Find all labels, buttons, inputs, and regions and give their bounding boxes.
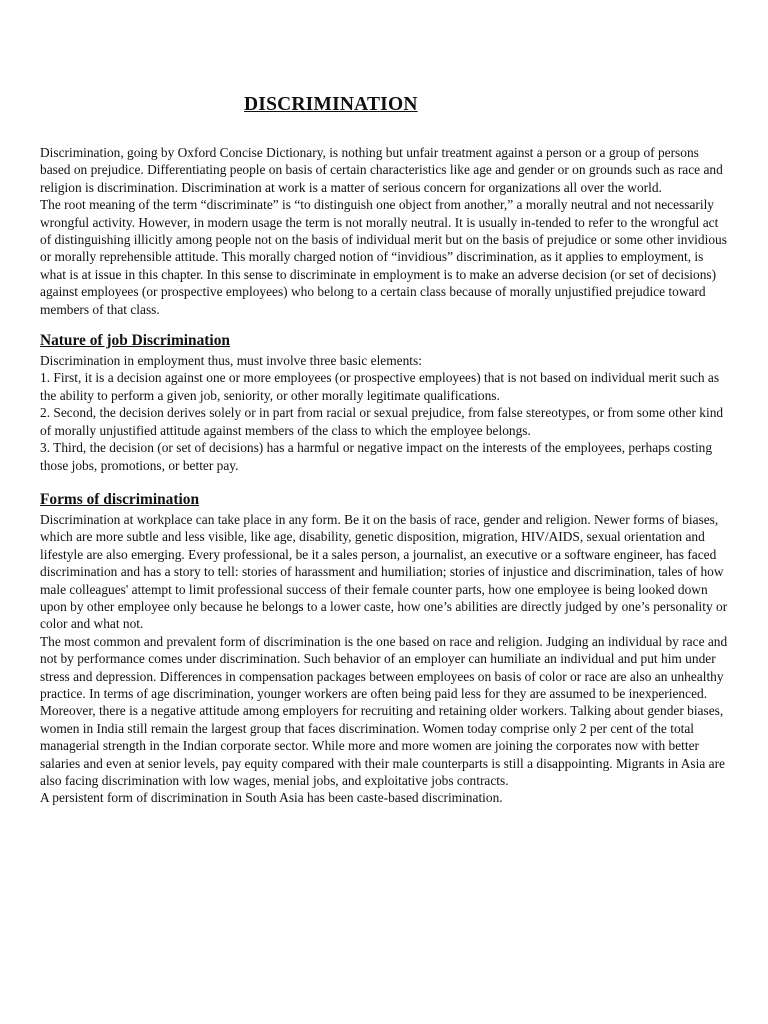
section-paragraph: A persistent form of discrimination in South Asia has been caste-based discrimination. xyxy=(40,790,503,806)
page-title: DISCRIMINATION xyxy=(244,94,418,115)
section-heading-forms: Forms of discrimination xyxy=(40,490,200,508)
document-page xyxy=(40,92,730,807)
section-list-item: 1. First, it is a decision against one or more employees (or prospective employees) that is not based on individual merit such as the ability to perform a given job, seniority, or other morally legitimate qualifications. xyxy=(40,370,720,403)
section-paragraph: Discrimination at workplace can take place in any form. Be it on the basis of race, gender and religion. Newer forms of biases, which are more subtle and less visible, like age, disability, genetic disposition, migration, HIV/AIDS, sexual orientation and lifestyle are also emerging. Every professional, be it a sales person, a journalist, an executive or a software engineer, has faced discrimination and has a story to tell: stories of harassment and humiliation; stories of injustice and discrimination, tales of how male colleagues' attempt to limit professional success of their female counter parts, how one employee is being looked down upon by other employee only because he belongs to a lower caste, how one’s abilities are directly judged by one’s personality or color and what not. xyxy=(40,511,728,632)
section-paragraph: Discrimination in employment thus, must involve three basic elements: xyxy=(40,353,422,369)
section-list-item: 3. Third, the decision (or set of decisions) has a harmful or negative impact on the interests of the employees, perhaps costing those jobs, promotions, or better pay. xyxy=(40,440,713,473)
section-paragraph: The most common and prevalent form of discrimination is the one based on race and religion. Judging an individual by race and not by performance comes under discrimination. Such behavior of an employer can humiliate an individual and put him under stress and depression. Differences in compensation packages between employees on basis of color or race are also an unhealthy practice. In terms of age discrimination, younger workers are often being paid less for they are assumed to be inexperienced. Moreover, there is a negative attitude among employers for recruiting and retaining older workers. Talking about gender biases, women in India still remain the largest group that faces discrimination. Women today comprise only 2 per cent of the total managerial strength in the Indian corporate sector. While more and more women are joining the corporates now with better salaries and even at senior levels, pay equity compared with their male counterparts is still a disappointing. Migrants in Asia are also facing discrimination with low wages, menial jobs, and exploitative jobs contracts. xyxy=(40,633,728,788)
intro-paragraph: The root meaning of the term “discriminate” is “to distinguish one object from another,” a morally neutral and not necessarily wrongful activity. However, in modern usage the term is not morally neutral. It is usually in-tended to refer to the wrongful act of distinguishing illicitly among people not on the basis of individual merit but on the basis of prejudice or some other invidious or morally reprehensible attitude. This morally charged notion of “invidious” discrimination, as it applies to employment, is what is at issue in this chapter. In this sense to discriminate in employment is to make an adverse decision (or set of decisions) against employees (or prospective employees) who belong to a certain class because of morally unjustified prejudice toward members of that class. xyxy=(40,197,727,317)
intro-paragraph: Discrimination, going by Oxford Concise Dictionary, is nothing but unfair treatment against a person or a group of persons based on prejudice. Differentiating people on basis of certain characteristics like age and gender or on grounds such as race and religion is discrimination. Discrimination at work is a matter of serious concern for organizations all over the world. xyxy=(40,145,723,195)
section-heading-nature: Nature of job Discrimination xyxy=(40,332,230,350)
section-list-item: 2. Second, the decision derives solely or in part from racial or sexual prejudice, from false stereotypes, or from some other kind of morally unjustified attitude against members of the class to which the employee belongs. xyxy=(40,405,724,438)
